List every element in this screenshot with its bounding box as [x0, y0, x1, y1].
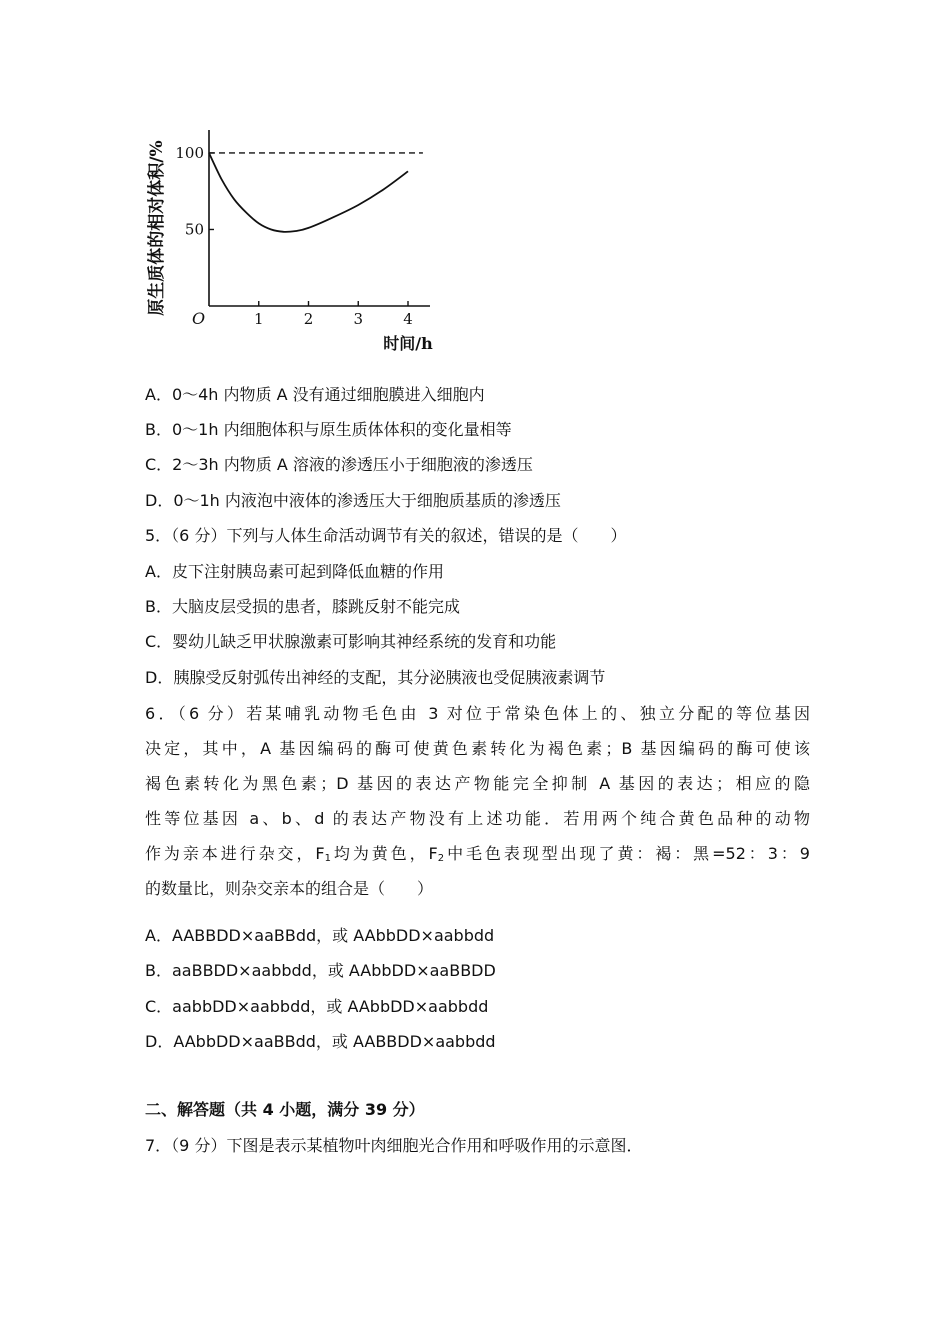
q6-stem-line-3: 褐色素转化为黑色素；D 基因的表达产物能完全抑制 A 基因的表达；相应的隐	[145, 774, 810, 793]
q6-stem-line-4: 性等位基因 a、b、d 的表达产物没有上述功能．若用两个纯合黄色品种的动物	[145, 809, 810, 828]
q6-f2-subscript: 2	[437, 853, 445, 864]
q5-option-c: C．婴幼儿缺乏甲状腺激素可影响其神经系统的发育和功能	[145, 632, 557, 651]
x-tick-label-2: 2	[303, 310, 314, 328]
q6-stem-line-5	[145, 836, 810, 871]
y-tick-label-50: 50	[184, 220, 204, 239]
x-tick-label-4: 4	[403, 310, 413, 328]
q5-option-b: B．大脑皮层受损的患者，膝跳反射不能完成	[145, 597, 460, 616]
y-axis-label: 原生质体的相对体积/%	[147, 140, 167, 316]
section-2-heading: 二、解答题（共 4 小题，满分 39 分）	[145, 1100, 425, 1119]
x-tick-label-1: 1	[253, 310, 264, 328]
x-axis-label: 时间/h	[383, 334, 433, 353]
q6-option-c: C．aabbDD×aabbdd，或 AAbbDD×aabbdd	[145, 997, 489, 1016]
protoplast-volume-chart	[140, 118, 450, 358]
q6-stem-line-1: 6．（6 分）若某哺乳动物毛色由 3 对位于常染色体上的、独立分配的等位基因	[145, 704, 810, 723]
protoplast-volume-series	[209, 153, 408, 232]
q6-line5-part-a: 作为亲本进行杂交，F	[145, 844, 325, 863]
q5-option-a: A．皮下注射胰岛素可起到降低血糖的作用	[145, 562, 444, 581]
q7-stem: 7．（9 分）下图是表示某植物叶肉细胞光合作用和呼吸作用的示意图．	[145, 1136, 643, 1155]
q6-stem-line-6: 的数量比，则杂交亲本的组合是（ ）	[145, 879, 434, 898]
q4-option-a: A．0～4h 内物质 A 没有通过细胞膜进入细胞内	[145, 385, 485, 404]
q6-stem-line-2: 决定，其中，A 基因编码的酶可使黄色素转化为褐色素；B 基因编码的酶可使该	[145, 739, 810, 758]
q6-f1-subscript: 1	[324, 853, 331, 864]
y-tick-label-100: 100	[175, 143, 204, 162]
q6-option-a: A．AABBDD×aaBBdd，或 AAbbDD×aabbdd	[145, 926, 495, 945]
q6-stem	[145, 696, 810, 906]
q6-line5-part-c: 中毛色表现型出现了黄：褐：黑=52：3：9	[444, 844, 810, 863]
origin-label: O	[192, 309, 206, 328]
q4-option-c: C．2～3h 内物质 A 溶液的渗透压小于细胞液的渗透压	[145, 455, 533, 474]
q6-option-d: D．AAbbDD×aaBBdd，或 AABBDD×aabbdd	[145, 1032, 496, 1051]
x-tick-label-3: 3	[353, 310, 364, 328]
q5-stem: 5．（6 分）下列与人体生命活动调节有关的叙述，错误的是（ ）	[145, 526, 627, 545]
q6-line5-part-b: 均为黄色，F	[330, 844, 438, 863]
q4-option-b: B．0～1h 内细胞体积与原生质体体积的变化量相等	[145, 420, 512, 439]
q4-option-d: D．0～1h 内液泡中液体的渗透压大于细胞质基质的渗透压	[145, 491, 561, 510]
q5-option-d: D．胰腺受反射弧传出神经的支配，其分泌胰液也受促胰液素调节	[145, 668, 606, 687]
q6-option-b: B．aaBBDD×aabbdd，或 AAbbDD×aaBBDD	[145, 961, 496, 980]
